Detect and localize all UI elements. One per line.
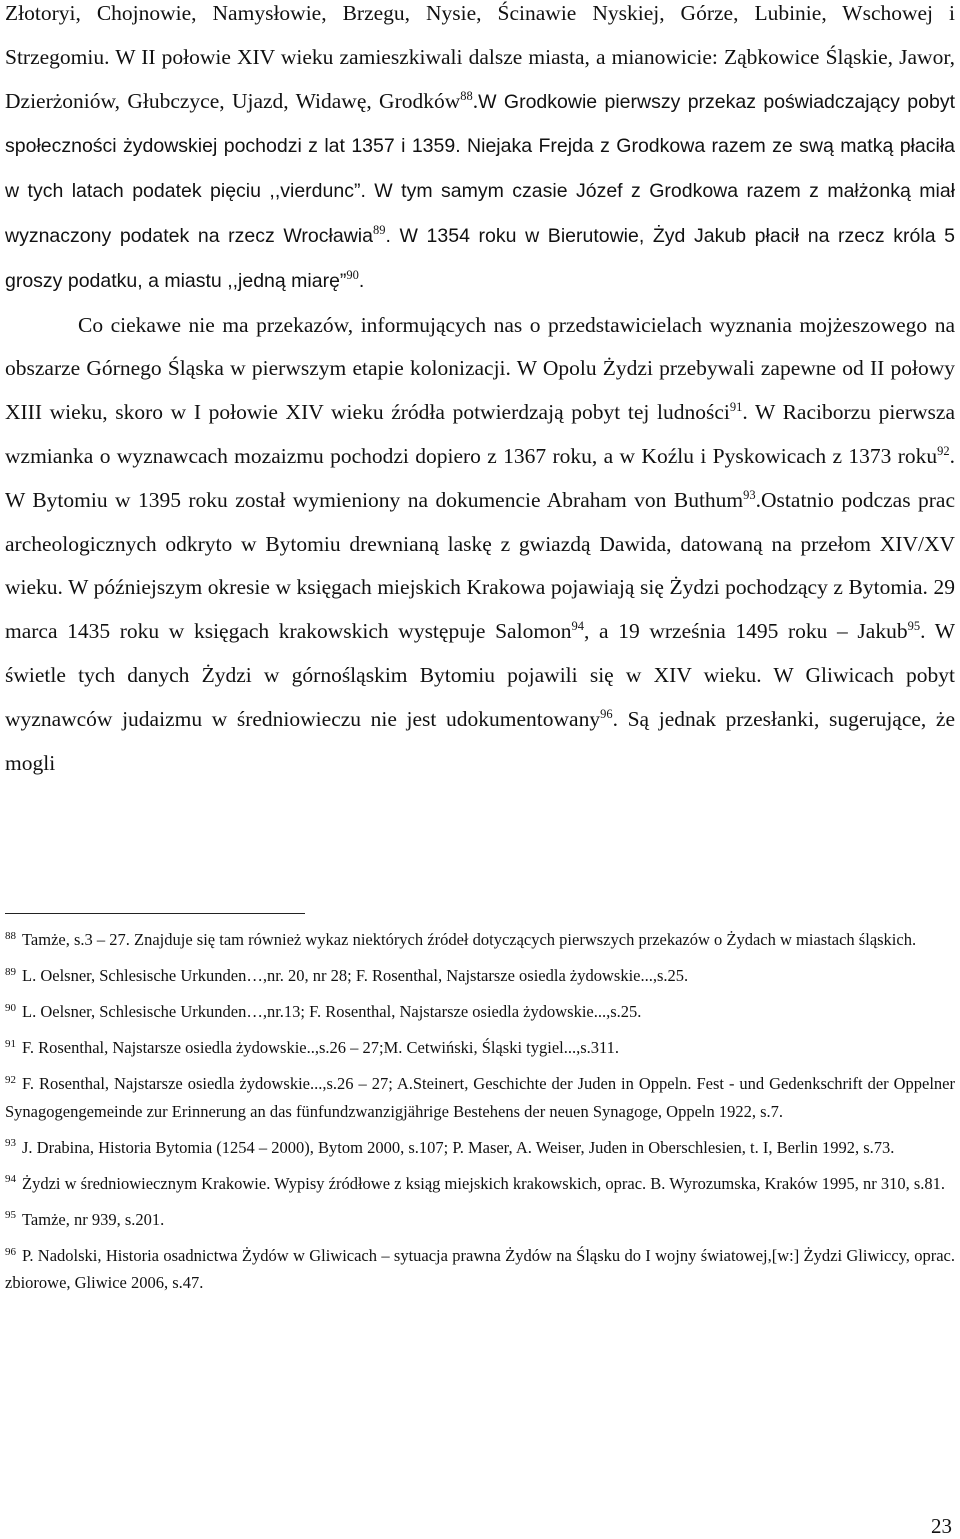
paragraph-1-part-4: . W 1354 roku w Bierutowie, Żyd Jakub płacił na rzecz króla 5 groszy podatku, a miastu ,,jedną miarę” (5, 224, 956, 292)
footnote-number: 95 (5, 1209, 16, 1222)
footnote-text: Tamże, s.3 – 27. Znajduje się tam również wykaz niektórych źródeł dotyczących pierwszych przekazów o Żydach w miastach śląskich. (22, 930, 917, 949)
paragraph-1-part-3: W Grodkowie pierwszy przekaz poświadczający pobyt społeczności żydowskiej pochodzi z lat 1357 i 1359. Niejaka Frejda z Grodkowa razem ze swą matką płaciła w tych latach podatek pięciu ,,vierdunc”. W tym samym czasie Józef z Grodkowa razem z małżonką miał wyznaczony podatek na rzecz Wrocławia (5, 90, 955, 247)
paragraph-1-part-1: Złotoryi, Chojnowie, Namysłowie, Brzegu, Nysie, Ścinawie Nyskiej, Górze, Lubinie, Wschowej i Strzegomiu. W II połowie XIV wieku zamieszkiwali dalsze miasta, a mianowicie: Ząbkowice Śląskie, Jawor, Dzierżoniów, Głubczyce, Ujazd, Widawę, Grodków (5, 1, 955, 113)
footnote-ref-91[interactable]: 91 (729, 400, 743, 415)
footnote-96 (5, 1242, 955, 1297)
paragraph-2 (5, 304, 955, 786)
footnote-number: 90 (5, 1001, 16, 1014)
footnote-88 (5, 926, 955, 953)
paragraph-2-part-2: . W Raciborzu pierwsza wzmianka o wyznawcach mozaizmu pochodzi dopiero z 1367 roku, a w Koźlu i Pyskowicach z 1373 roku (5, 400, 955, 468)
footnote-ref-90[interactable]: 90 (346, 267, 359, 282)
footnote-ref-88[interactable]: 88 (460, 88, 473, 103)
paragraph-1 (5, 0, 955, 304)
footnote-separator (5, 913, 305, 914)
paragraph-1-part-2: . (472, 88, 479, 113)
footnote-94 (5, 1170, 955, 1197)
footnote-number: 92 (5, 1073, 16, 1086)
paragraph-2-part-1: Co ciekawe nie ma przekazów, informujących nas o przedstawicielach wyznania mojżeszowego na obszarze Górnego Śląska w pierwszym etapie kolonizacji. W Opolu Żydzi przebywali zapewne od II połowy XIII wieku, skoro w I połowie XIV wieku źródła potwierdzają pobyt tej ludności (5, 312, 955, 425)
footnote-number: 94 (5, 1173, 16, 1186)
footnote-text: F. Rosenthal, Najstarsze osiedla żydowskie..,s.26 – 27;M. Cetwiński, Śląski tygiel...,s.311. (22, 1038, 620, 1058)
footnote-number: 88 (5, 929, 16, 942)
footnote-92 (5, 1070, 955, 1125)
footnote-ref-95[interactable]: 95 (907, 619, 921, 633)
footnote-text: F. Rosenthal, Najstarsze osiedla żydowskie...,s.26 – 27; A.Steinert, Geschichte der Juden in Oppeln. Fest - und Gedenkschrift der Oppelner Synagogengemeinde zur Erinnerung an das fünfundzwanzigjährige Bestehens der neuen Synagoge, Oppeln 1922, s.7. (5, 1074, 955, 1121)
footnote-text: Tamże, nr 939, s.201. (22, 1209, 165, 1229)
paragraph-2-part-5: , a 19 września 1495 roku – Jakub (584, 619, 908, 644)
footnote-number: 89 (5, 965, 16, 978)
page-number: 23 (931, 1514, 952, 1538)
footnote-text: L. Oelsner, Schlesische Urkunden…,nr.13; F. Rosenthal, Najstarsze osiedla żydowskie...,s.25. (22, 1002, 642, 1022)
footnote-95 (5, 1206, 955, 1233)
footnote-ref-96[interactable]: 96 (600, 706, 613, 721)
paragraph-1-part-5: . (358, 269, 365, 292)
footnote-ref-94[interactable]: 94 (571, 619, 585, 633)
footnote-90 (5, 998, 955, 1025)
footnote-number: 96 (5, 1245, 16, 1258)
footnote-text: P. Nadolski, Historia osadnictwa Żydów w Gliwicach – sytuacja prawna Żydów na Śląsku do I wojny światowej,[w:] Żydzi Gliwiccy, oprac. zbiorowe, Gliwice 2006, s.47. (5, 1246, 955, 1293)
paragraph-2-part-3: . W Bytomiu w 1395 roku został wymieniony na dokumencie Abraham von Buthum (5, 443, 955, 512)
footnote-text: L. Oelsner, Schlesische Urkunden…,nr. 20, nr 28; F. Rosenthal, Najstarsze osiedla żydowskie...,s.25. (22, 966, 689, 986)
footnote-91 (5, 1034, 955, 1061)
footnote-text: Żydzi w średniowiecznym Krakowie. Wypisy źródłowe z ksiąg miejskich krakowskich, oprac. B. Wyrozumska, Kraków 1995, nr 310, s.81. (22, 1173, 946, 1193)
footnote-89 (5, 962, 955, 989)
footnote-93 (5, 1134, 955, 1161)
footnotes-section (5, 926, 955, 1297)
main-text (5, 0, 955, 785)
footnote-ref-92[interactable]: 92 (937, 443, 950, 458)
footnote-text: J. Drabina, Historia Bytomia (1254 – 2000), Bytom 2000, s.107; P. Maser, A. Weiser, Juden in Oberschlesien, t. I, Berlin 1992, s.73. (22, 1137, 895, 1157)
paragraph-2-part-6: . W świetle tych danych Żydzi w górnośląskim Bytomiu pojawili się w XIV wieku. W Gliwicach pobyt wyznawców judaizmu w średniowieczu nie jest udokumentowany (5, 619, 956, 731)
footnote-number: 93 (5, 1137, 16, 1150)
footnote-number: 91 (5, 1037, 16, 1050)
paragraph-2-part-7: . Są jednak przesłanki, sugerujące, że mogli (5, 706, 956, 775)
footnote-ref-89[interactable]: 89 (372, 222, 386, 237)
paragraph-2-part-4: .Ostatnio podczas prac archeologicznych odkryto w Bytomiu drewnianą laskę z gwiazdą Dawida, datowaną na przełom XIV/XV wieku. W późniejszym okresie w księgach miejskich Krakowa pojawiają się Żydzi pochodzący z Bytomia. 29 marca 1435 roku w księgach krakowskich występuje Salomon (5, 487, 955, 644)
footnote-ref-93[interactable]: 93 (743, 487, 756, 502)
